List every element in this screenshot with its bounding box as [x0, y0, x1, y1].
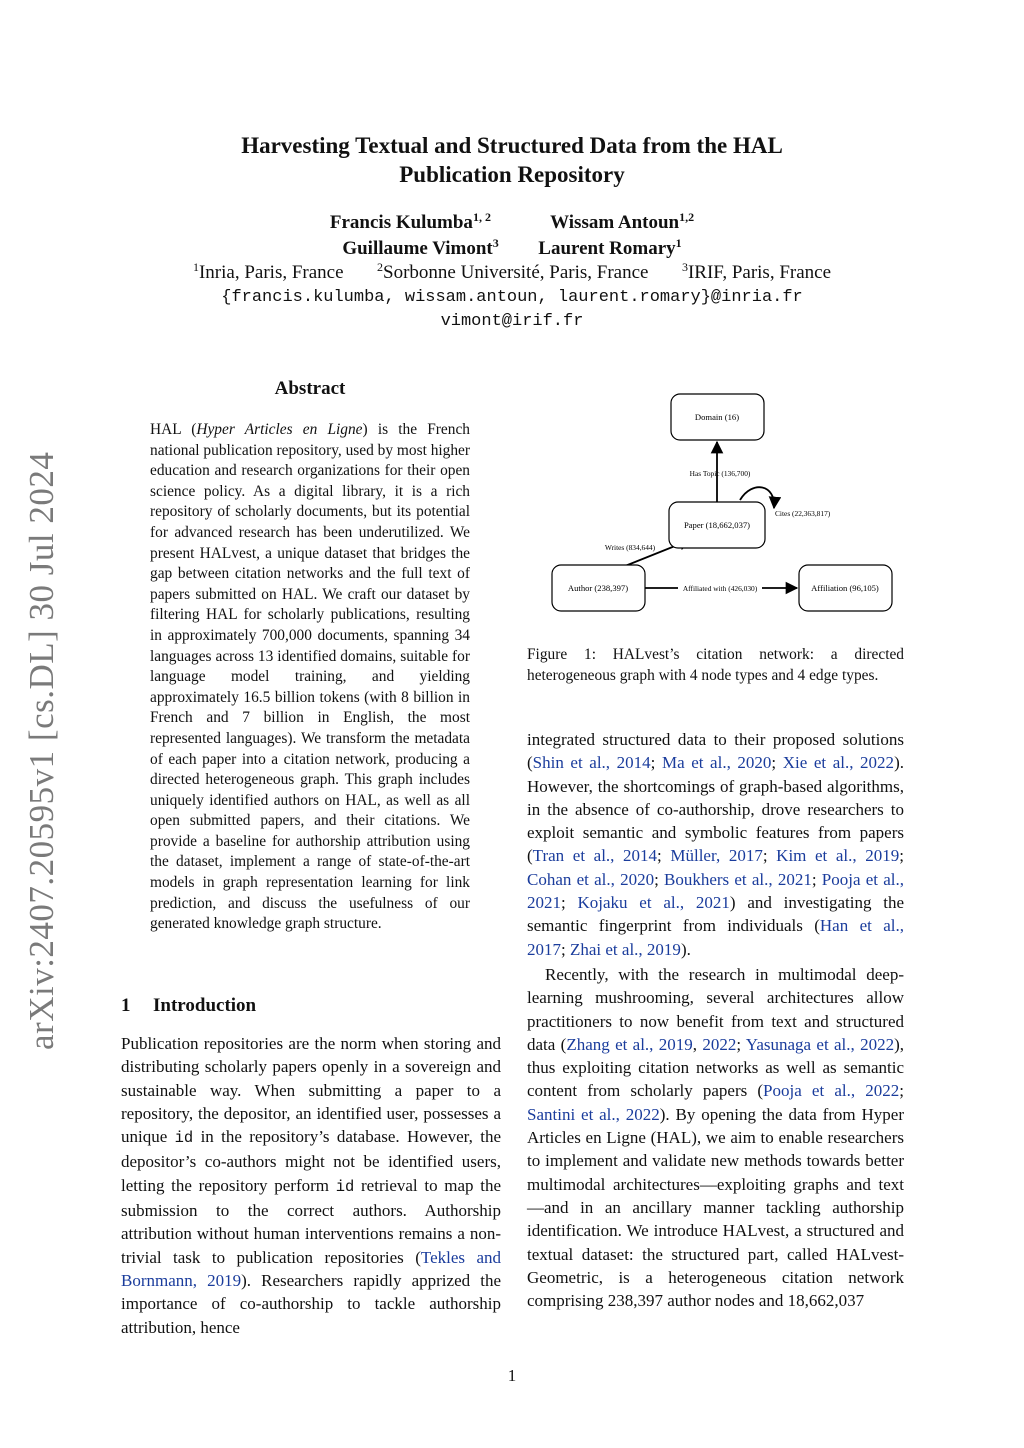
citation-link[interactable]: Pooja et al., 2021: [527, 869, 904, 913]
author-name: Guillaume Vimont: [342, 238, 493, 259]
abstract-italic-term: Hyper Articles en Ligne: [196, 421, 363, 438]
affiliation-1: Inria, Paris, France: [198, 262, 344, 283]
author-name: Wissam Antoun: [550, 212, 680, 233]
citation-link[interactable]: Tekles and Bornmann, 2019: [121, 1247, 501, 1290]
citation-network-figure: [540, 388, 900, 628]
title-line-2: Publication Repository: [399, 162, 625, 187]
affiliation-node-label: Affiliation (96,105): [811, 583, 879, 593]
email-line-1: {francis.kulumba, wissam.antoun, laurent.romary}@inria.fr: [221, 288, 803, 307]
citation-link[interactable]: Zhai et al., 2019: [569, 939, 681, 959]
abstract-heading: Abstract: [274, 378, 346, 399]
affil-sup: 2: [377, 260, 384, 274]
citation-link[interactable]: Han et al., 2017: [527, 916, 904, 959]
affiliation-3: IRIF, Paris, France: [687, 262, 832, 283]
author-line-2: [0, 238, 1024, 260]
author-sup: 1: [675, 236, 682, 250]
has-topic-label: Has Topic (136,700): [689, 469, 751, 478]
citation-link[interactable]: Ma et al., 2020: [661, 753, 772, 773]
affil-sup: 1: [192, 260, 199, 274]
citation-link[interactable]: Kojaku et al., 2021: [577, 893, 730, 913]
citation-link[interactable]: Kim et al., 2019: [776, 846, 900, 866]
citation-link[interactable]: Yasunaga et al., 2022: [745, 1034, 895, 1054]
affil-sup: 3: [681, 260, 688, 274]
author-sup: 1,2: [679, 210, 695, 224]
author-line-1: [0, 212, 1024, 234]
page-number: 1: [507, 1366, 517, 1385]
section-title: Introduction: [153, 995, 257, 1016]
inline-code: id: [174, 1129, 194, 1148]
citation-link[interactable]: Pooja et al., 2022: [763, 1081, 900, 1101]
domain-node-label: Domain (16): [694, 412, 740, 422]
title-line-1: Harvesting Textual and Structured Data from the HAL: [241, 133, 783, 158]
email-line-2: vimont@irif.fr: [440, 312, 584, 331]
citation-link[interactable]: 2022: [702, 1034, 737, 1054]
paper-node-label: Paper (18,662,037): [683, 520, 751, 530]
section-number: 1: [121, 995, 131, 1016]
paragraph: Recently, with the research in multimodal deep-learning mushrooming, several architectures allow practitioners to now benefit from text and structured data (Zhang et al., 2019, 2022; Yasunaga et al., 2022), thus exploiting citation networks as well as semantic content from scholarly papers (Pooja et al., 2022; Santini et al., 2022). By opening the data from Hyper Articles en Ligne (HAL), we aim to enable researchers to implement and validate new methods towards better multimodal architectures—exploiting graphs and text—and in an ancillary manner tackling authorship identification. We introduce HALvest, a structured and textual dataset: the structured part, called HALvest-Geometric, is a heterogeneous citation network comprising 238,397 author nodes and 18,662,037: [527, 964, 905, 1311]
writes-label: Writes (834,644): [604, 543, 656, 552]
affiliation-2: Sorbonne Université, Paris, France: [383, 262, 649, 283]
author-sup: 3: [492, 236, 499, 250]
figure-caption: Figure 1: HALvest’s citation network: a directed heterogeneous graph with 4 node types and 4 edge types.: [527, 646, 904, 684]
affiliations-line: [0, 262, 1024, 284]
inline-code: id: [335, 1177, 355, 1196]
citation-link[interactable]: Cohan et al., 2020: [527, 869, 655, 889]
citation-link[interactable]: Boukhers et al., 2021: [664, 869, 812, 889]
abstract-body: HAL (Hyper Articles en Ligne) is the French national publication repository, used by most higher education and research organizations for their open science policy. As a digital library, it is a rich repository of scholarly documents, but its potential for advanced research has been underutilized. We present HALvest, a unique dataset that bridges the gap between citation networks and the full text of papers submitted on HAL. We craft our dataset by filtering HAL for scholarly publications, resulting in approximately 700,000 documents, spanning 34 languages across 13 identified domains, suitable for language model training, and yielding approximately 16.5 billion tokens (with 8 billion in French and 7 billion in English, the most represented languages). We transform the metadata of each paper into a citation network, producing a directed heterogeneous graph. This graph includes uniquely identified authors on HAL, as well as all open submitted papers, and their citations. We provide a baseline for authorship attribution using the dataset, implement a range of state-of-the-art models in graph representation learning for link prediction, and discuss the usefulness of our generated knowledge graph structure.: [150, 421, 471, 933]
introduction-paragraph-1: Publication repositories are the norm when storing and distributing scholarly papers openly in a sovereign and sustainable way. When submitting a paper to a repository, the depositor, an identified user, possesses a unique id in the repository’s database. However, the depositor’s co-authors might not be identified users, letting the repository perform id retrieval to map the submission to the correct authors. Authorship attribution without human interventions remains a non-trivial task to publication repositories (Tekles and Bornmann, 2019). Researchers rapidly apprized the importance of co-authorship to tackle authorship attribution, hence: [121, 1034, 502, 1337]
paragraph: integrated structured data to their proposed solutions (Shin et al., 2014; Ma et al., 2020; Xie et al., 2022). However, the shortcomings of graph-based algorithms, in the absence of co-authorship, drove researchers to exploit semantic and symbolic features from papers (Tran et al., 2014; Müller, 2017; Kim et al., 2019; Cohan et al., 2020; Boukhers et al., 2021; Pooja et al., 2021; Kojaku et al., 2021) and investigating the semantic fingerprint from individuals (Han et al., 2017; Zhai et al., 2019).: [527, 730, 904, 959]
author-name: Laurent Romary: [538, 238, 676, 259]
cites-label: Cites (22,363,817): [775, 509, 831, 518]
citation-link[interactable]: Shin et al., 2014: [532, 753, 651, 773]
right-column-text: [527, 728, 904, 1312]
citation-link[interactable]: Santini et al., 2022: [527, 1104, 660, 1124]
author-name: Francis Kulumba: [329, 212, 473, 233]
citation-link[interactable]: Müller, 2017: [670, 846, 763, 866]
arxiv-identifier: arXiv:2407.20595v1 [cs.DL] 30 Jul 2024: [22, 451, 61, 1050]
author-sup: 1, 2: [472, 210, 491, 224]
section-heading-introduction: [121, 995, 256, 1017]
citation-link[interactable]: Tran et al., 2014: [532, 846, 658, 866]
author-node-label: Author (238,397): [567, 583, 629, 593]
paper-title: [0, 131, 1024, 189]
citation-link[interactable]: Xie et al., 2022: [782, 753, 895, 773]
affiliated-with-label: Affiliated with (426,030): [682, 584, 758, 593]
citation-link[interactable]: Zhang et al., 2019: [566, 1034, 693, 1054]
